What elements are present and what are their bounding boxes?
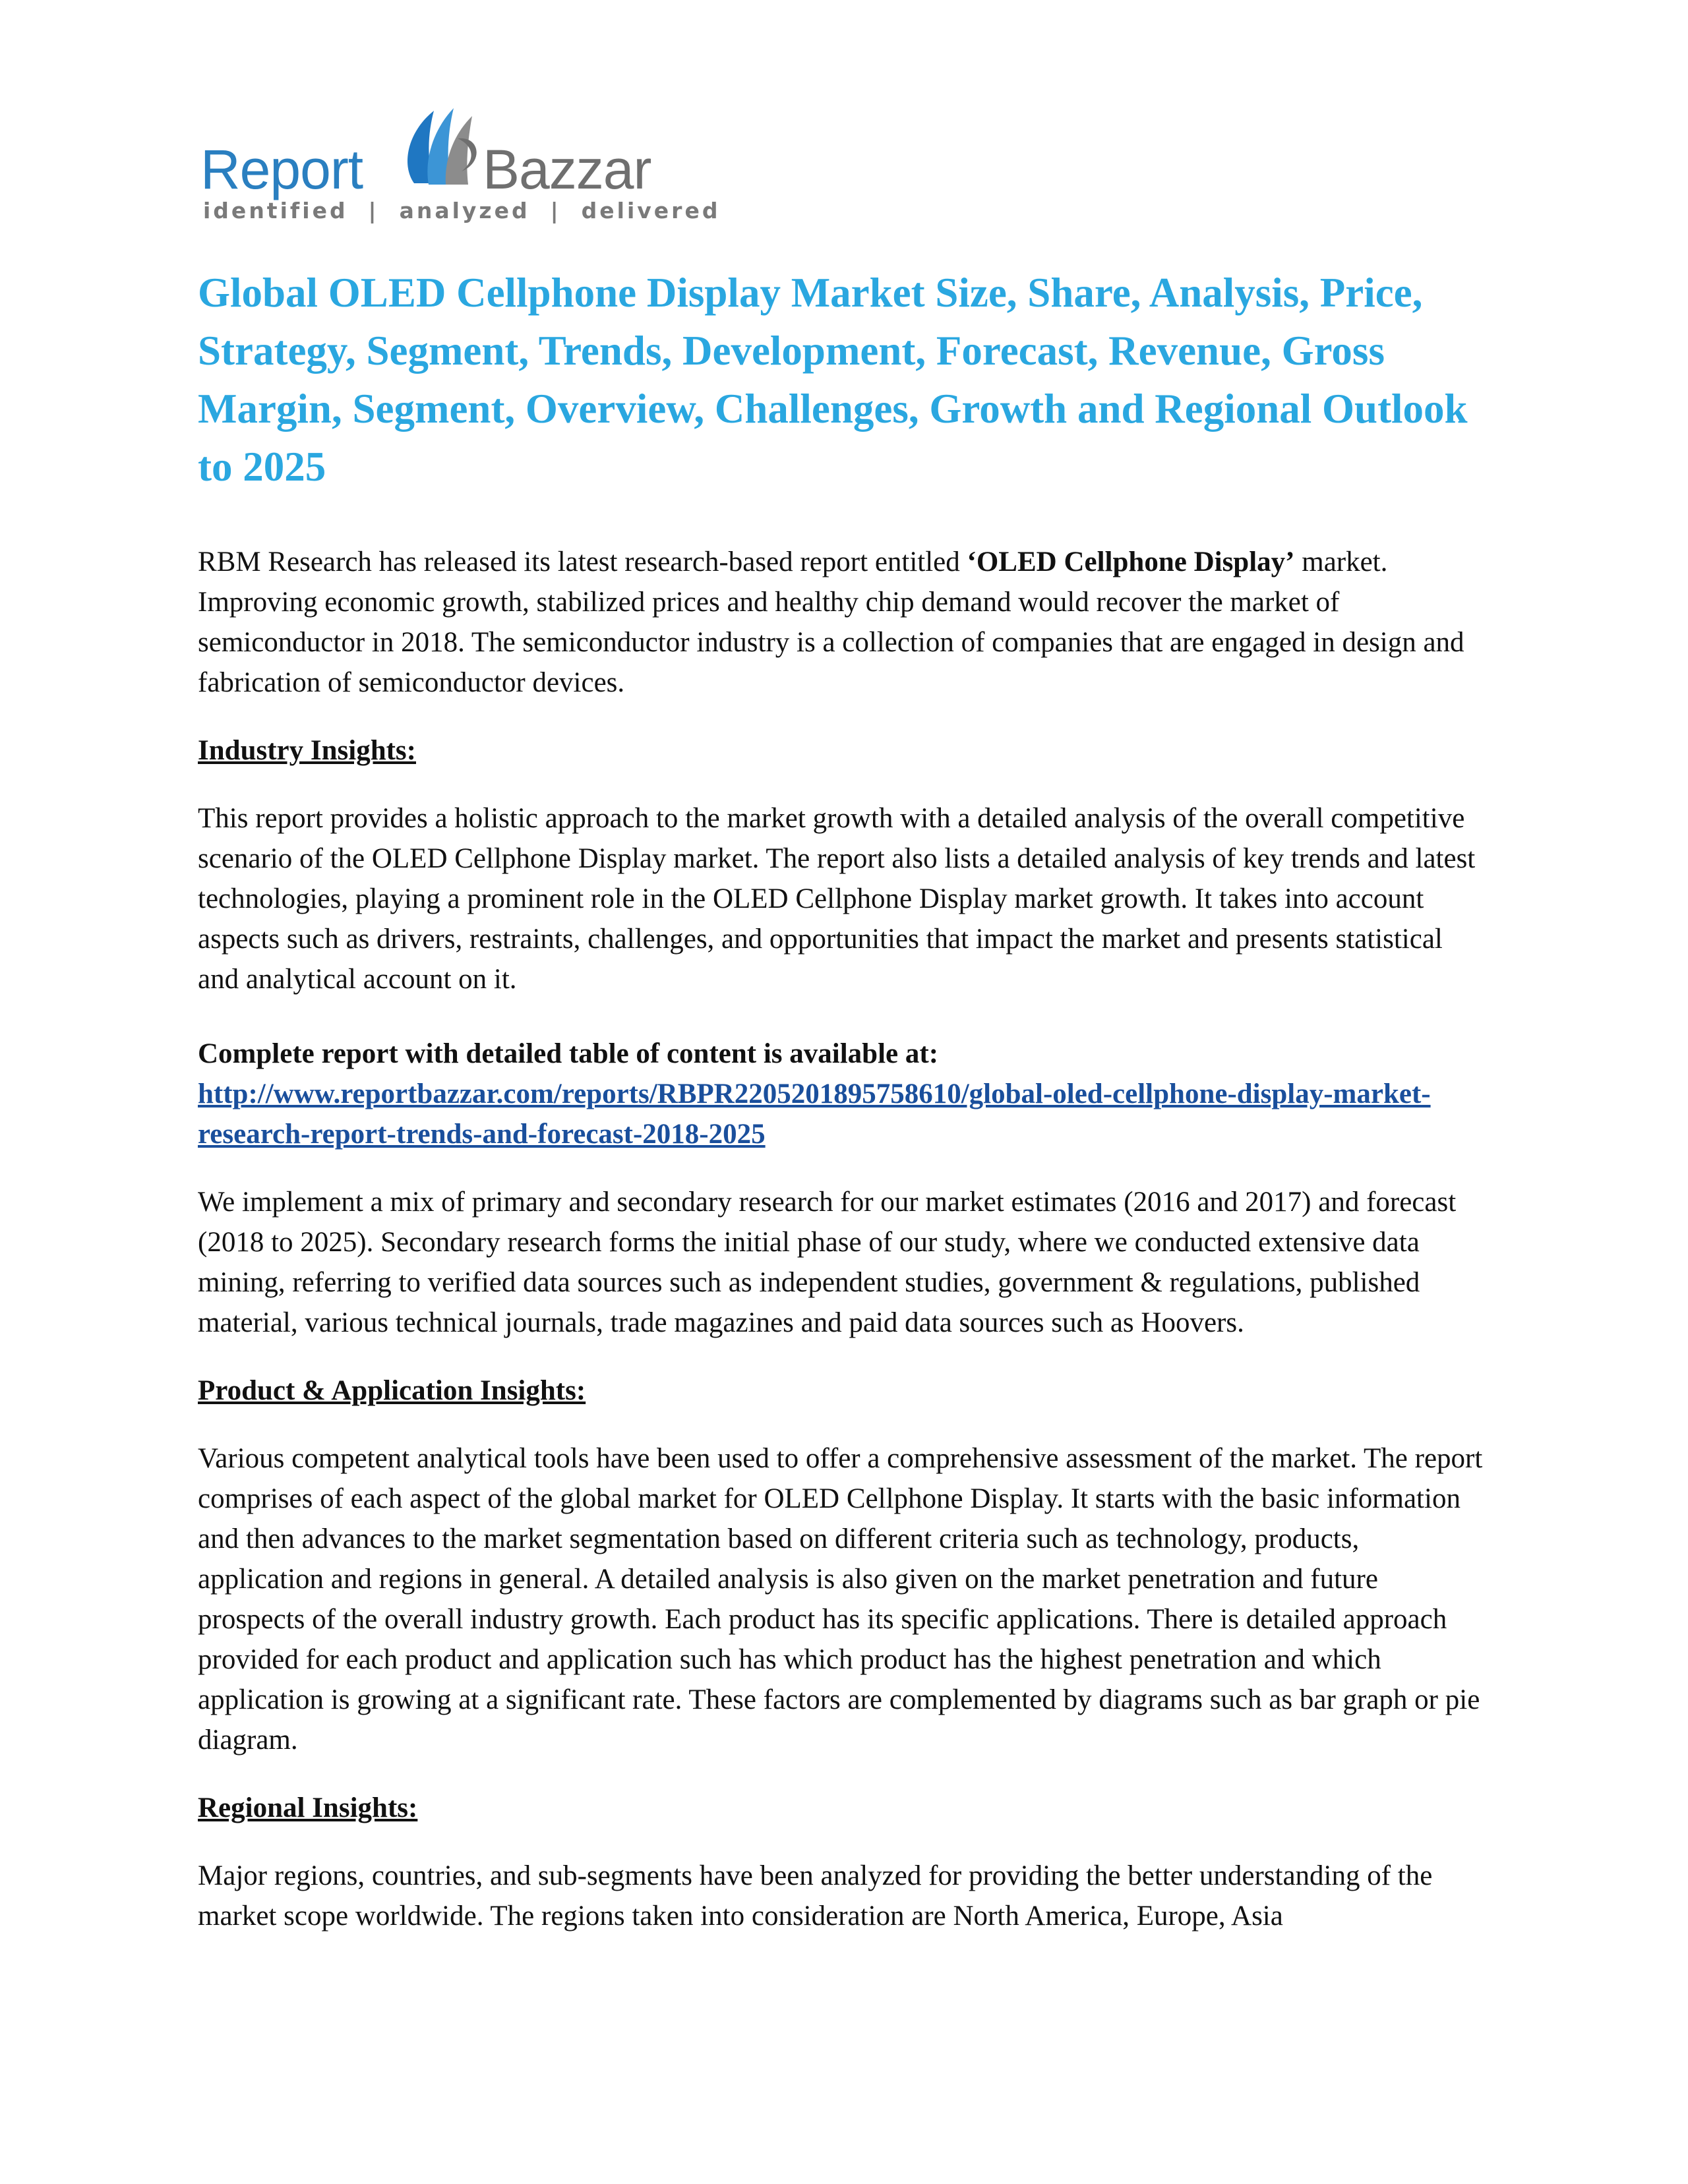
complete-report-link-paragraph [198, 1074, 1490, 1154]
product-insights-paragraph: Various competent analytical tools have been used to offer a comprehensive assessment of the market. The report comprises of each aspect of the global market for OLED Cellphone Display. It starts with the basic information and then advances to the market segmentation based on different criteria such as technology, products, application and regions in general. A detailed analysis is also given on the market penetration and future prospects of the overall industry growth. Each product has its specific applications. There is detailed approach provided for each product and application such has which product has the highest penetration and which application is growing at a significant rate. These factors are complemented by diagrams such as bar graph or pie diagram. [198, 1443, 1483, 1756]
logo-word-report: Report [200, 138, 363, 200]
industry-insights-paragraph: This report provides a holistic approach to the market growth with a detailed analysis of the overall competitive scenario of the OLED Cellphone Display market. The report also lists a detailed analysis of key trends and latest technologies, playing a prominent role in the OLED Cellphone Display market growth. It takes into account aspects such as drivers, restraints, challenges, and opportunities that impact the market and presents statistical and analytical account on it. [198, 803, 1476, 995]
report-link[interactable]: http://www.reportbazzar.com/reports/RBPR220520189575861​0/global-oled-cellphone-display-market-research-report-trends-and-forecast-2018-2025 [198, 1078, 1431, 1150]
report-bazzar-swirl-icon [388, 99, 487, 198]
product-insights-heading: Product & Application Insights: [198, 1375, 586, 1406]
industry-insights-heading: Industry Insights: [198, 735, 416, 766]
intro-text-rest: market. Improving economic growth, stabilized prices and healthy chip demand would recover the market of semiconductor in 2018. The semiconductor industry is a collection of companies that are engaged in design and fabrication of semiconductor devices. [198, 546, 1464, 698]
research-paragraph: We implement a mix of primary and secondary research for our market estimates (2016 and 2017) and forecast (2018 to 2025). Secondary research forms the initial phase of our study, where we conducted extensive data mining, referring to verified data sources such as independent studies, government & regulations, published material, various technical journals, trade magazines and paid data sources such as Hoovers. [198, 1187, 1457, 1338]
regional-insights-heading: Regional Insights: [198, 1792, 418, 1823]
intro-text-start: RBM Research has released its latest research-based report entitled [198, 546, 967, 577]
complete-report-lead: Complete report with detailed table of content is available at: [198, 1038, 939, 1069]
regional-insights-paragraph: Major regions, countries, and sub-segments have been analyzed for providing the better understanding of the market scope worldwide. The regions taken into consideration are North America, Europe, Asia [198, 1860, 1433, 1932]
document-title: Global OLED Cellphone Display Market Size, Share, Analysis, Price, Strategy, Segment, Trends, Development, Forecast, Revenue, Gross Margin, Segment, Overview, Challenges, Growth and Regional Outlook to 2025 [198, 270, 1468, 490]
logo-word-bazzar: Bazzar [483, 138, 651, 200]
intro-paragraph [198, 542, 1490, 703]
report-bazzar-logo [198, 99, 721, 231]
intro-report-name: ‘OLED Cellphone Display’ [967, 546, 1295, 577]
document-body [198, 542, 1490, 1964]
logo-tagline: identified | analyzed | delivered [203, 198, 721, 223]
